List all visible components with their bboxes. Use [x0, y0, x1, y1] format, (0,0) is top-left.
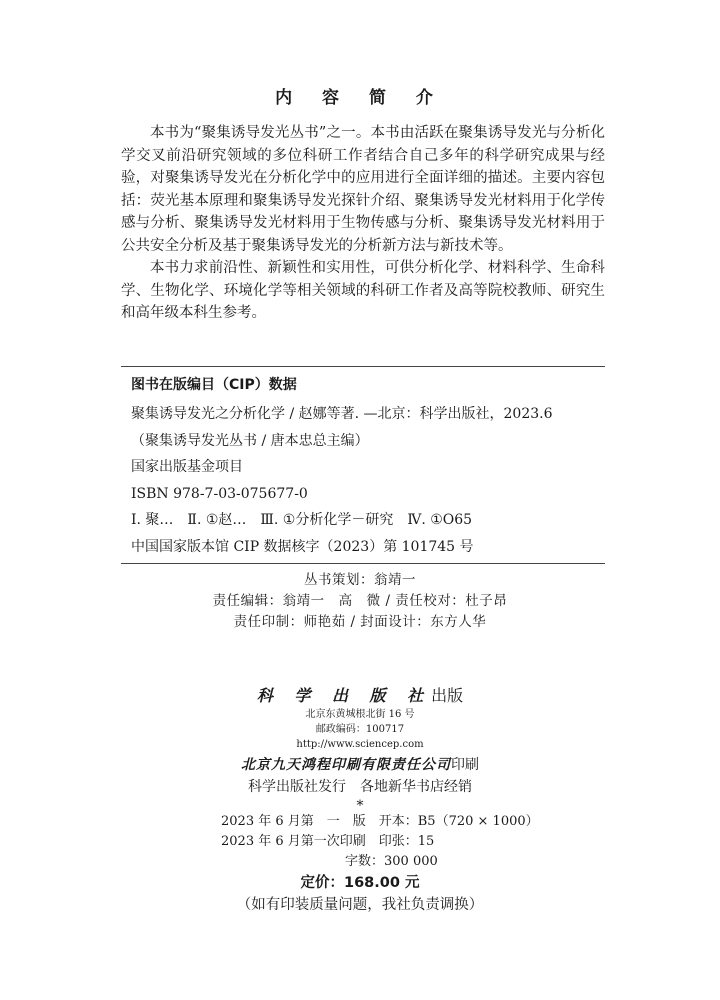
cip-line-record-number: 中国国家版本馆 CIP 数据核字（2023）第 101745 号	[131, 538, 474, 555]
cip-heading: 图书在版编目（CIP）数据	[131, 377, 297, 393]
edition-block	[221, 812, 621, 872]
printer-suffix: 印刷	[451, 757, 479, 773]
cip-line-isbn: ISBN 978-7-03-075677-0	[131, 485, 308, 502]
cip-block	[131, 374, 601, 560]
printer-name: 北京九天鸿程印刷有限责任公司	[241, 757, 451, 773]
cip-line-classification: Ⅰ. 聚… Ⅱ. ①赵… Ⅲ. ①分析化学－研究 Ⅳ. ①O65	[131, 512, 473, 528]
summary-paragraph-1: 本书为“聚集诱导发光丛书”之一。本书由活跃在聚集诱导发光与分析化学交叉前沿研究领域的多位科研工作者结合自己多年的科学研究成果与经验，对聚集诱导发光在分析化学中的应用进行全面详细的描述。主要内容包括：荧光基本原理和聚集诱导发光探针介绍、聚集诱导发光材料用于化学传感与分析、聚集诱导发光材料用于生物传感与分析、聚集诱导发光材料用于公共安全分析及基于聚集诱导发光的分析新方法与新技术等。	[121, 125, 605, 254]
cip-line-series: （聚集诱导发光丛书 / 唐本忠总主编）	[131, 432, 369, 449]
quality-notice: （如有印装质量问题，我社负责调换）	[236, 897, 484, 913]
credit-editors: 责任编辑：翁靖一 高 微 / 责任校对：杜子昂	[212, 593, 508, 609]
word-count: 字数：300 000	[345, 854, 438, 869]
distribution-line: 科学出版社发行 各地新华书店经销	[248, 779, 472, 795]
summary-paragraph-2: 本书力求前沿性、新颖性和实用性，可供分析化学、材料科学、生命科学、生物化学、环境化学等相关领域的科研工作者及高等院校教师、研究生和高年级本科生参考。	[121, 260, 605, 321]
publisher-postcode: 邮政编码：100717	[315, 724, 405, 735]
publisher-name-line	[0, 685, 720, 707]
cip-top-rule	[121, 366, 605, 367]
publisher-website: http://www.sciencep.com	[296, 739, 424, 750]
credits-block	[0, 570, 720, 633]
credit-production: 责任印制：师艳茹 / 封面设计：东方人华	[233, 614, 487, 630]
edition-line: 2023 年 6 月第 一 版 开本：B5（720 × 1000）	[221, 814, 539, 829]
cip-bottom-rule	[121, 563, 605, 564]
printing-line: 2023 年 6 月第一次印刷 印张：15	[221, 834, 435, 849]
separator-star: *	[356, 798, 364, 814]
publisher-suffix: 出版	[431, 686, 464, 705]
publisher-logo-text: 科 学 出 版 社	[256, 686, 432, 705]
publisher-block	[0, 685, 720, 814]
cip-line-fund: 国家出版基金项目	[131, 459, 243, 475]
cip-line-title: 聚集诱导发光之分析化学 / 赵娜等著. —北京：科学出版社，2023.6	[131, 406, 553, 422]
page-title: 内 容 简 介	[275, 88, 445, 108]
summary-section	[121, 122, 605, 325]
publisher-address: 北京东黄城根北街 16 号	[305, 709, 415, 720]
price: 定价：168.00 元	[300, 875, 420, 891]
printer-line	[0, 754, 720, 776]
credit-series-planner: 丛书策划：翁靖一	[304, 572, 416, 588]
